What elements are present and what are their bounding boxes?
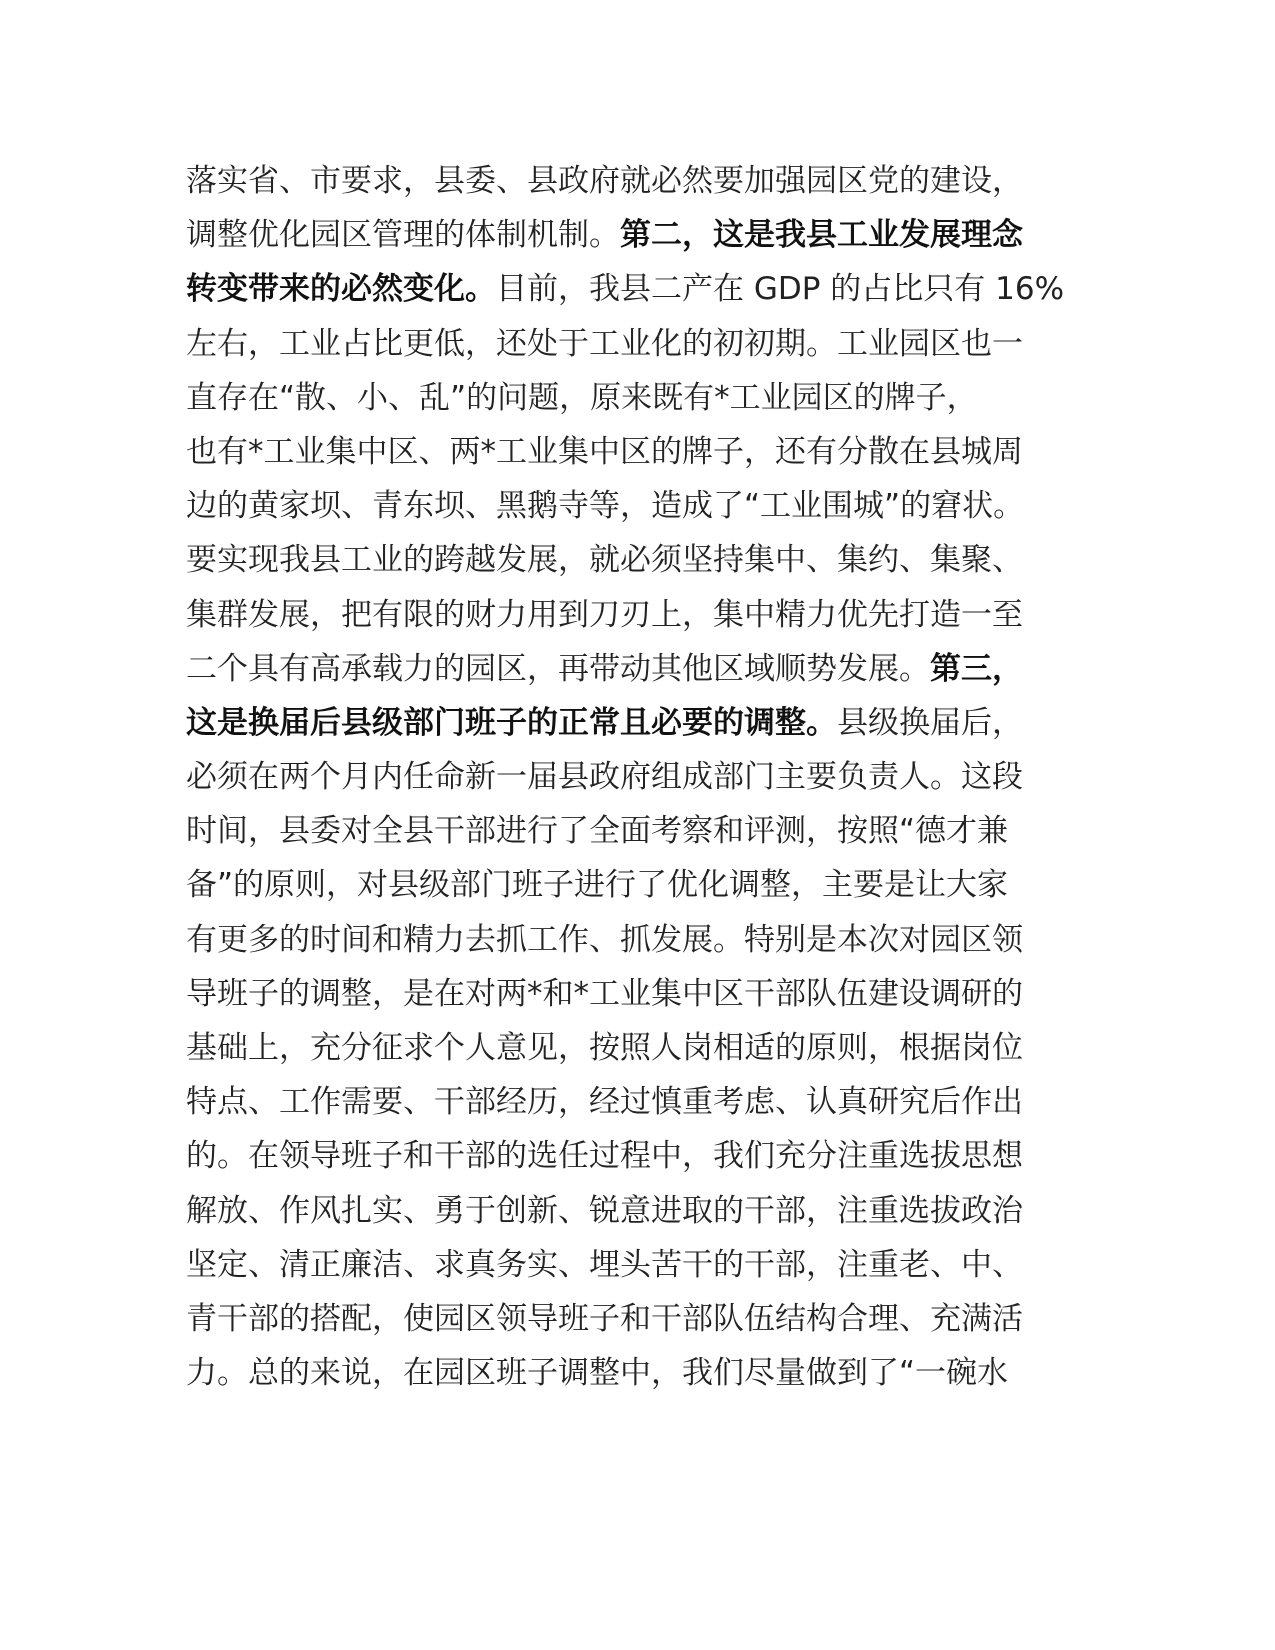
text-line xyxy=(186,1184,1086,1238)
text-line xyxy=(186,804,1086,858)
text-line xyxy=(186,1238,1086,1292)
text-line xyxy=(186,858,1086,912)
text-line xyxy=(186,371,1086,425)
text-segment: 调整优化园区管理的体制机制。 xyxy=(186,217,620,254)
text-segment: 力。总的来说，在园区班子调整中，我们尽量做到了“一碗水 xyxy=(186,1355,1009,1392)
text-line xyxy=(186,154,1086,208)
bold-text-segment: 第三， xyxy=(930,650,1023,687)
text-segment: 青干部的搭配，使园区领导班子和干部队伍结构合理、充满活 xyxy=(186,1300,1023,1337)
text-line xyxy=(186,208,1086,262)
text-segment: 直存在“散、小、乱”的问题，原来既有*工业园区的牌子， xyxy=(186,379,978,416)
text-segment: 集群发展，把有限的财力用到刀刃上，集中精力优先打造一至 xyxy=(186,596,1023,633)
text-segment: 时间，县委对全县干部进行了全面考察和评测，按照“德才兼 xyxy=(186,813,1009,850)
text-line xyxy=(186,642,1086,696)
text-segment: 二个具有高承载力的园区，再带动其他区域顺势发展。 xyxy=(186,650,930,687)
text-segment: 要实现我县工业的跨越发展，就必须坚持集中、集约、集聚、 xyxy=(186,542,1023,579)
text-segment: 左右，工业占比更低，还处于工业化的初初期。工业园区也一 xyxy=(186,325,1023,362)
text-segment: 备”的原则，对县级部门班子进行了优化调整，主要是让大家 xyxy=(186,867,1009,904)
text-line xyxy=(186,1021,1086,1075)
text-line xyxy=(186,750,1086,804)
text-segment: 目前，我县二产在 GDP 的占比只有 16% xyxy=(496,271,1065,308)
body-paragraph xyxy=(186,154,1086,1400)
bold-text-segment: 这是换届后县级部门班子的正常且必要的调整。 xyxy=(186,704,837,741)
text-line xyxy=(186,533,1086,587)
text-segment: 特点、工作需要、干部经历，经过慎重考虑、认真研究后作出 xyxy=(186,1084,1023,1121)
text-line xyxy=(186,425,1086,479)
text-line xyxy=(186,479,1086,533)
text-segment: 边的黄家坝、青东坝、黑鹅寺等，造成了“工业围城”的窘状。 xyxy=(186,488,1025,525)
text-line xyxy=(186,696,1086,750)
text-line xyxy=(186,1346,1086,1400)
text-segment: 也有*工业集中区、两*工业集中区的牌子，还有分散在县城周 xyxy=(186,433,1023,470)
text-line xyxy=(186,262,1086,316)
text-segment: 必须在两个月内任命新一届县政府组成部门主要负责人。这段 xyxy=(186,759,1023,796)
text-line xyxy=(186,1129,1086,1183)
text-segment: 解放、作风扎实、勇于创新、锐意进取的干部，注重选拔政治 xyxy=(186,1192,1023,1229)
text-segment: 导班子的调整，是在对两*和*工业集中区干部队伍建设调研的 xyxy=(186,975,1023,1012)
text-line xyxy=(186,913,1086,967)
bold-text-segment: 第二，这是我县工业发展理念 xyxy=(620,217,1023,254)
text-segment: 坚定、清正廉洁、求真务实、埋头苦干的干部，注重老、中、 xyxy=(186,1246,1023,1283)
text-segment: 县级换届后， xyxy=(837,704,1023,741)
text-line xyxy=(186,1292,1086,1346)
text-segment: 落实省、市要求，县委、县政府就必然要加强园区党的建设， xyxy=(186,163,1023,199)
text-line xyxy=(186,317,1086,371)
text-segment: 基础上，充分征求个人意见，按照人岗相适的原则，根据岗位 xyxy=(186,1030,1023,1066)
text-line xyxy=(186,588,1086,642)
bold-text-segment: 转变带来的必然变化。 xyxy=(186,271,496,308)
text-segment: 的。在领导班子和干部的选任过程中，我们充分注重选拔思想 xyxy=(186,1138,1023,1175)
text-line xyxy=(186,1075,1086,1129)
text-line xyxy=(186,967,1086,1021)
text-segment: 有更多的时间和精力去抓工作、抓发展。特别是本次对园区领 xyxy=(186,921,1023,958)
